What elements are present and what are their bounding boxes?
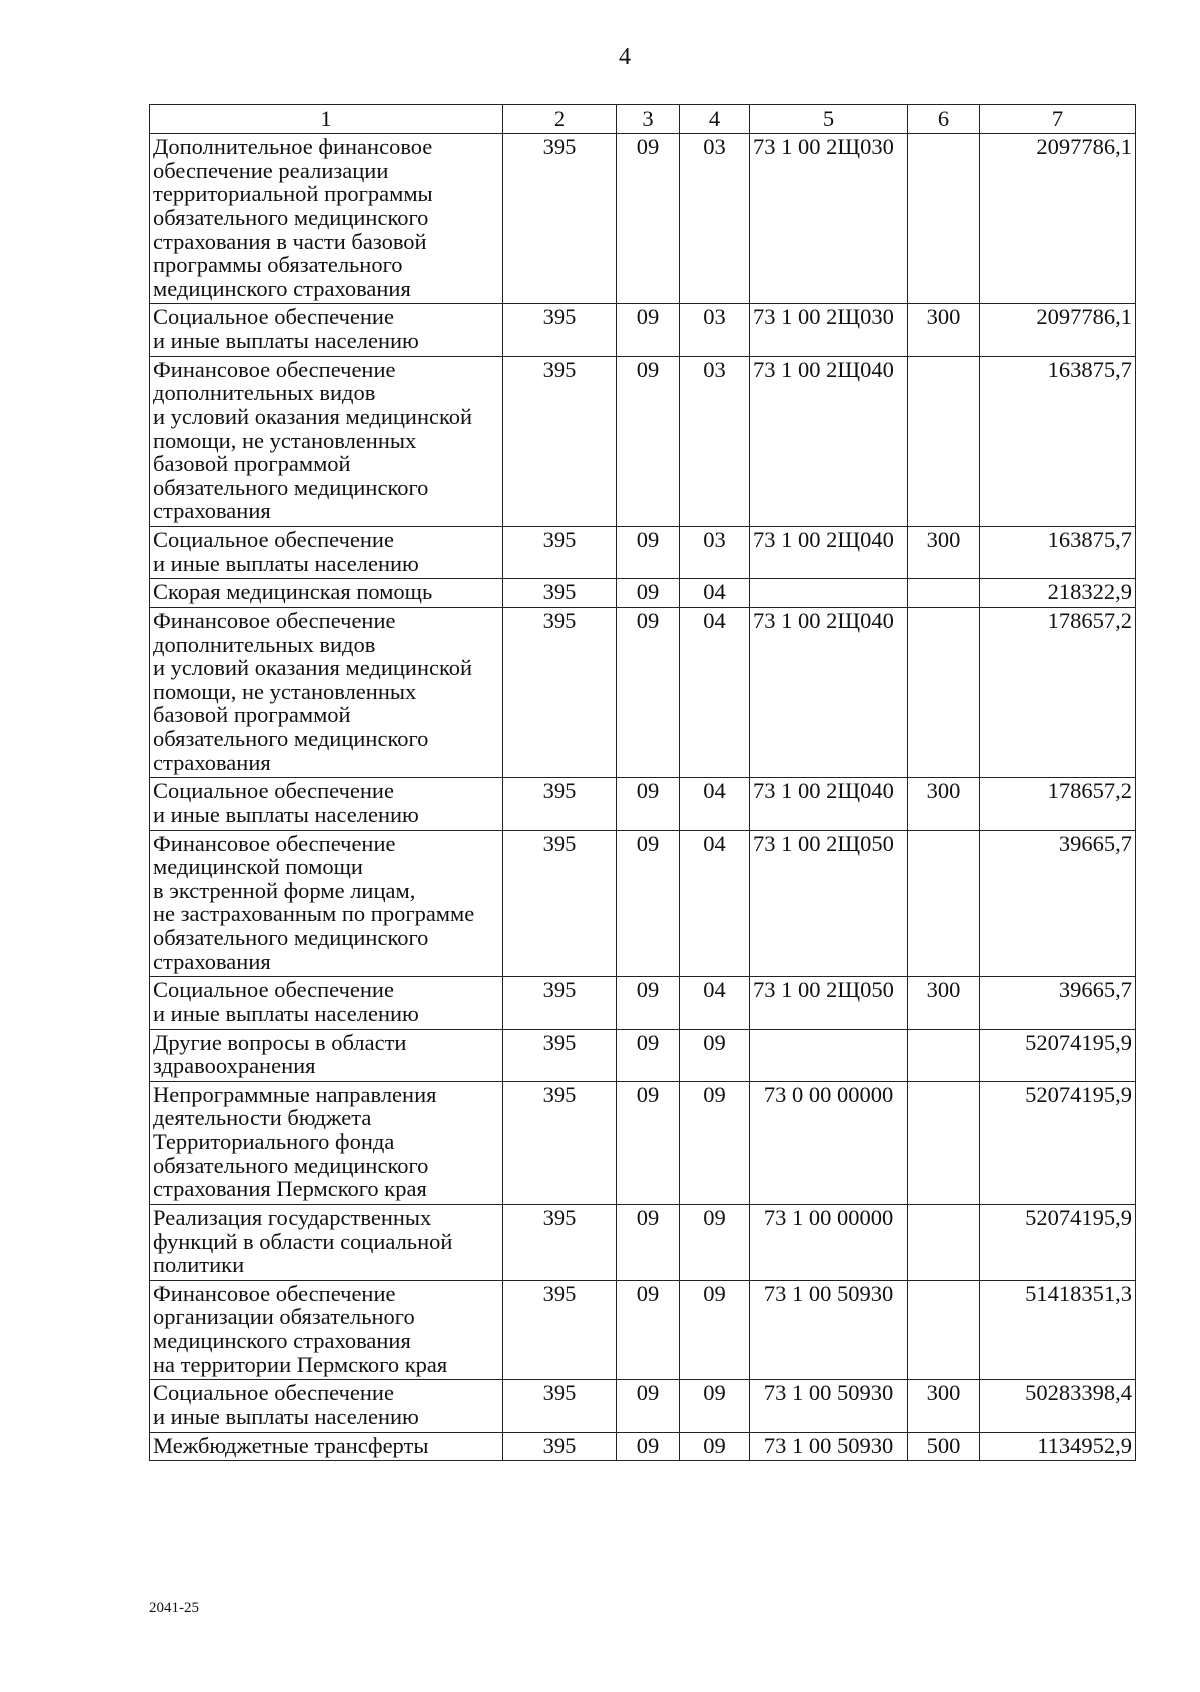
table-row <box>150 356 1136 526</box>
cell-expense-type <box>908 1029 980 1081</box>
cell-section-code: 09 <box>617 1380 680 1432</box>
cell-section-code: 09 <box>617 1280 680 1380</box>
cell-amount: 163875,7 <box>980 527 1136 579</box>
cell-department-code: 395 <box>503 830 617 977</box>
cell-name: Социальное обеспечение и иные выплаты населению <box>150 1380 503 1432</box>
cell-department-code: 395 <box>503 1432 617 1461</box>
cell-target-article: 73 1 00 2Щ050 <box>750 977 908 1029</box>
cell-target-article: 73 1 00 2Щ040 <box>750 607 908 777</box>
cell-name: Социальное обеспечение и иные выплаты населению <box>150 304 503 356</box>
table-row <box>150 527 1136 579</box>
cell-expense-type: 300 <box>908 304 980 356</box>
cell-target-article: 73 1 00 50930 <box>750 1432 908 1461</box>
table-row <box>150 977 1136 1029</box>
cell-amount: 163875,7 <box>980 356 1136 526</box>
cell-department-code: 395 <box>503 977 617 1029</box>
cell-section-code: 09 <box>617 607 680 777</box>
cell-target-article: 73 1 00 2Щ040 <box>750 527 908 579</box>
cell-department-code: 395 <box>503 607 617 777</box>
cell-name: Социальное обеспечение и иные выплаты населению <box>150 778 503 830</box>
cell-section-code: 09 <box>617 778 680 830</box>
cell-name: Социальное обеспечение и иные выплаты населению <box>150 527 503 579</box>
cell-department-code: 395 <box>503 356 617 526</box>
cell-expense-type <box>908 830 980 977</box>
cell-amount: 52074195,9 <box>980 1029 1136 1081</box>
page-number: 4 <box>619 44 631 70</box>
cell-department-code: 395 <box>503 778 617 830</box>
cell-section-code: 09 <box>617 1432 680 1461</box>
cell-target-article: 73 0 00 00000 <box>750 1081 908 1204</box>
column-header: 2 <box>503 105 617 134</box>
cell-department-code: 395 <box>503 1029 617 1081</box>
cell-name: Реализация государственных функций в области социальной политики <box>150 1204 503 1280</box>
cell-name: Социальное обеспечение и иные выплаты населению <box>150 977 503 1029</box>
cell-expense-type <box>908 134 980 304</box>
cell-expense-type <box>908 1081 980 1204</box>
cell-target-article: 73 1 00 2Щ050 <box>750 830 908 977</box>
cell-subsection-code: 09 <box>680 1432 750 1461</box>
cell-expense-type: 500 <box>908 1432 980 1461</box>
cell-department-code: 395 <box>503 134 617 304</box>
cell-target-article: 73 1 00 2Щ040 <box>750 778 908 830</box>
table-row <box>150 134 1136 304</box>
cell-amount: 52074195,9 <box>980 1204 1136 1280</box>
table-row <box>150 1029 1136 1081</box>
cell-target-article: 73 1 00 00000 <box>750 1204 908 1280</box>
cell-target-article <box>750 579 908 608</box>
column-header: 5 <box>750 105 908 134</box>
cell-amount: 39665,7 <box>980 977 1136 1029</box>
table-row <box>150 1380 1136 1432</box>
cell-name: Межбюджетные трансферты <box>150 1432 503 1461</box>
table-row <box>150 1204 1136 1280</box>
cell-subsection-code: 03 <box>680 304 750 356</box>
cell-subsection-code: 09 <box>680 1380 750 1432</box>
cell-amount: 51418351,3 <box>980 1280 1136 1380</box>
cell-subsection-code: 04 <box>680 579 750 608</box>
cell-subsection-code: 09 <box>680 1204 750 1280</box>
cell-subsection-code: 04 <box>680 607 750 777</box>
cell-expense-type <box>908 356 980 526</box>
column-header: 3 <box>617 105 680 134</box>
table-row <box>150 1081 1136 1204</box>
cell-subsection-code: 09 <box>680 1081 750 1204</box>
cell-subsection-code: 04 <box>680 778 750 830</box>
cell-name: Финансовое обеспечение дополнительных видов и условий оказания медицинской помощи, не установленных базовой программой обязательного медицинского страхования <box>150 607 503 777</box>
cell-department-code: 395 <box>503 1380 617 1432</box>
cell-amount: 218322,9 <box>980 579 1136 608</box>
cell-expense-type: 300 <box>908 778 980 830</box>
cell-target-article: 73 1 00 2Щ030 <box>750 134 908 304</box>
table-row <box>150 1432 1136 1461</box>
column-header: 1 <box>150 105 503 134</box>
cell-section-code: 09 <box>617 830 680 977</box>
cell-name: Финансовое обеспечение организации обязательного медицинского страхования на территории Пермского края <box>150 1280 503 1380</box>
document-code: 2041-25 <box>149 1600 199 1616</box>
cell-section-code: 09 <box>617 977 680 1029</box>
cell-name: Дополнительное финансовое обеспечение реализации территориальной программы обязательного медицинского страхования в части базовой программы обязательного медицинского страхования <box>150 134 503 304</box>
cell-expense-type <box>908 607 980 777</box>
cell-name: Финансовое обеспечение дополнительных видов и условий оказания медицинской помощи, не установленных базовой программой обязательного медицинского страхования <box>150 356 503 526</box>
table-row <box>150 778 1136 830</box>
cell-amount: 52074195,9 <box>980 1081 1136 1204</box>
table-row <box>150 1280 1136 1380</box>
table-body <box>150 134 1136 1461</box>
cell-department-code: 395 <box>503 527 617 579</box>
cell-section-code: 09 <box>617 1204 680 1280</box>
cell-target-article: 73 1 00 2Щ030 <box>750 304 908 356</box>
cell-expense-type <box>908 1204 980 1280</box>
cell-department-code: 395 <box>503 1204 617 1280</box>
cell-expense-type: 300 <box>908 1380 980 1432</box>
cell-section-code: 09 <box>617 304 680 356</box>
table-row <box>150 607 1136 777</box>
table-row <box>150 579 1136 608</box>
cell-expense-type: 300 <box>908 527 980 579</box>
cell-department-code: 395 <box>503 304 617 356</box>
cell-department-code: 395 <box>503 1081 617 1204</box>
table-header-row <box>150 105 1136 134</box>
cell-subsection-code: 04 <box>680 830 750 977</box>
cell-amount: 50283398,4 <box>980 1380 1136 1432</box>
column-header: 7 <box>980 105 1136 134</box>
cell-section-code: 09 <box>617 579 680 608</box>
cell-section-code: 09 <box>617 356 680 526</box>
cell-amount: 178657,2 <box>980 778 1136 830</box>
table-row <box>150 304 1136 356</box>
cell-name: Непрограммные направления деятельности бюджета Территориального фонда обязательного медицинского страхования Пермского края <box>150 1081 503 1204</box>
cell-section-code: 09 <box>617 527 680 579</box>
column-header: 4 <box>680 105 750 134</box>
cell-expense-type <box>908 579 980 608</box>
budget-table <box>149 104 1136 1461</box>
cell-amount: 2097786,1 <box>980 304 1136 356</box>
cell-section-code: 09 <box>617 1029 680 1081</box>
cell-amount: 178657,2 <box>980 607 1136 777</box>
cell-subsection-code: 09 <box>680 1029 750 1081</box>
cell-department-code: 395 <box>503 1280 617 1380</box>
cell-target-article: 73 1 00 50930 <box>750 1280 908 1380</box>
cell-target-article <box>750 1029 908 1081</box>
cell-amount: 2097786,1 <box>980 134 1136 304</box>
cell-target-article: 73 1 00 2Щ040 <box>750 356 908 526</box>
cell-subsection-code: 03 <box>680 527 750 579</box>
cell-name: Финансовое обеспечение медицинской помощи в экстренной форме лицам, не застрахованным по программе обязательного медицинского страхования <box>150 830 503 977</box>
cell-target-article: 73 1 00 50930 <box>750 1380 908 1432</box>
cell-subsection-code: 09 <box>680 1280 750 1380</box>
cell-expense-type <box>908 1280 980 1380</box>
cell-section-code: 09 <box>617 134 680 304</box>
cell-amount: 39665,7 <box>980 830 1136 977</box>
cell-expense-type: 300 <box>908 977 980 1029</box>
cell-name: Скорая медицинская помощь <box>150 579 503 608</box>
column-header: 6 <box>908 105 980 134</box>
cell-subsection-code: 03 <box>680 134 750 304</box>
cell-subsection-code: 03 <box>680 356 750 526</box>
cell-name: Другие вопросы в области здравоохранения <box>150 1029 503 1081</box>
cell-amount: 1134952,9 <box>980 1432 1136 1461</box>
cell-section-code: 09 <box>617 1081 680 1204</box>
cell-subsection-code: 04 <box>680 977 750 1029</box>
cell-department-code: 395 <box>503 579 617 608</box>
table-row <box>150 830 1136 977</box>
